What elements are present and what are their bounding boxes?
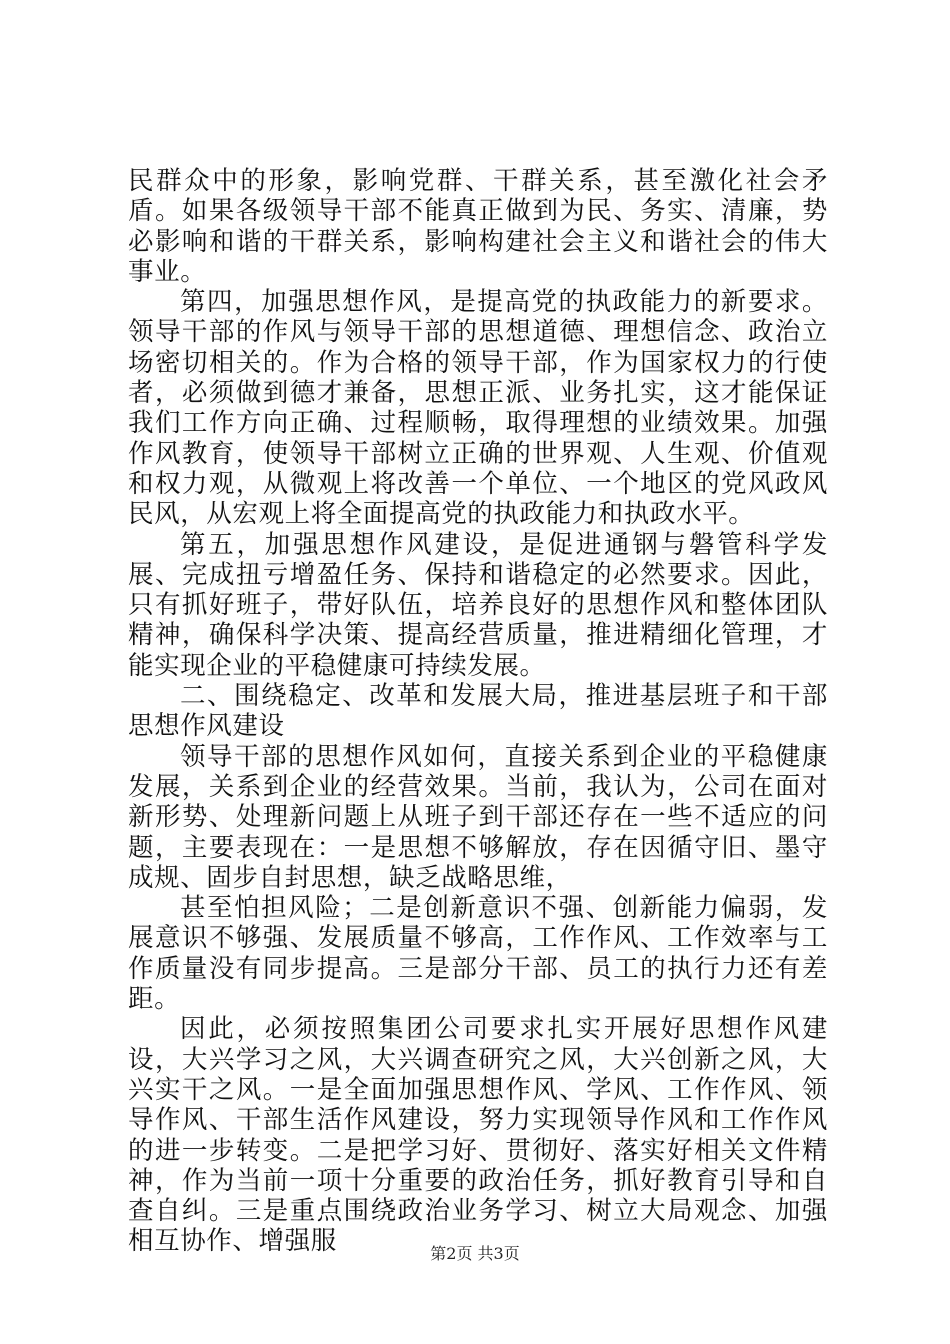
paragraph-fourth-point: 第四，加强思想作风，是提高党的执政能力的新要求。领导干部的作风与领导干部的思想道德、理想信念、政治立场密切相关的。作为合格的领导干部，作为国家权力的行使者，必须做到德才兼备，思想正派、业务扎实，这才能保证我们工作方向正确、过程顺畅，取得理想的业绩效果。加强作风教育，使领导干部树立正确的世界观、人生观、价值观和权力观，从微观上将改善一个单位、一个地区的党风政风民风，从宏观上将全面提高党的执政能力和执政水平。	[128, 287, 828, 530]
paragraph-current-problems: 领导干部的思想作风如何，直接关系到企业的平稳健康发展，关系到企业的经营效果。当前，我认为，公司在面对新形势、处理新问题上从班子到干部还存在一些不适应的问题，主要表现在：一是思想不够解放，存在因循守旧、墨守成规、固步自封思想，缺乏战略思维，	[128, 741, 828, 893]
paragraph-problems-continued: 甚至怕担风险；二是创新意识不强、创新能力偏弱，发展意识不够强、发展质量不够高，工作作风、工作效率与工作质量没有同步提高。三是部分干部、员工的执行力还有差距。	[128, 893, 828, 1015]
document-body	[128, 166, 828, 1257]
section-heading-two: 二、围绕稳定、改革和发展大局，推进基层班子和干部思想作风建设	[128, 681, 828, 742]
paragraph-fifth-point: 第五，加强思想作风建设，是促进通钢与磐管科学发展、完成扭亏增盈任务、保持和谐稳定的必然要求。因此，只有抓好班子，带好队伍，培养良好的思想作风和整体团队精神，确保科学决策、提高经营质量，推进精细化管理，才能实现企业的平稳健康可持续发展。	[128, 529, 828, 681]
page-number-footer: 第2页 共3页	[430, 1244, 520, 1263]
paragraph-continuation: 民群众中的形象，影响党群、干群关系，甚至激化社会矛盾。如果各级领导干部不能真正做到为民、务实、清廉，势必影响和谐的干群关系，影响构建社会主义和谐社会的伟大事业。	[128, 166, 828, 287]
paragraph-measures: 因此，必须按照集团公司要求扎实开展好思想作风建设，大兴学习之风，大兴调查研究之风，大兴创新之风，大兴实干之风。一是全面加强思想作风、学风、工作作风、领导作风、干部生活作风建设，努力实现领导作风和工作作风的进一步转变。二是把学习好、贯彻好、落实好相关文件精神，作为当前一项十分重要的政治任务，抓好教育引导和自查自纠。三是重点围绕政治业务学习、树立大局观念、加强相互协作、增强服	[128, 1014, 828, 1257]
